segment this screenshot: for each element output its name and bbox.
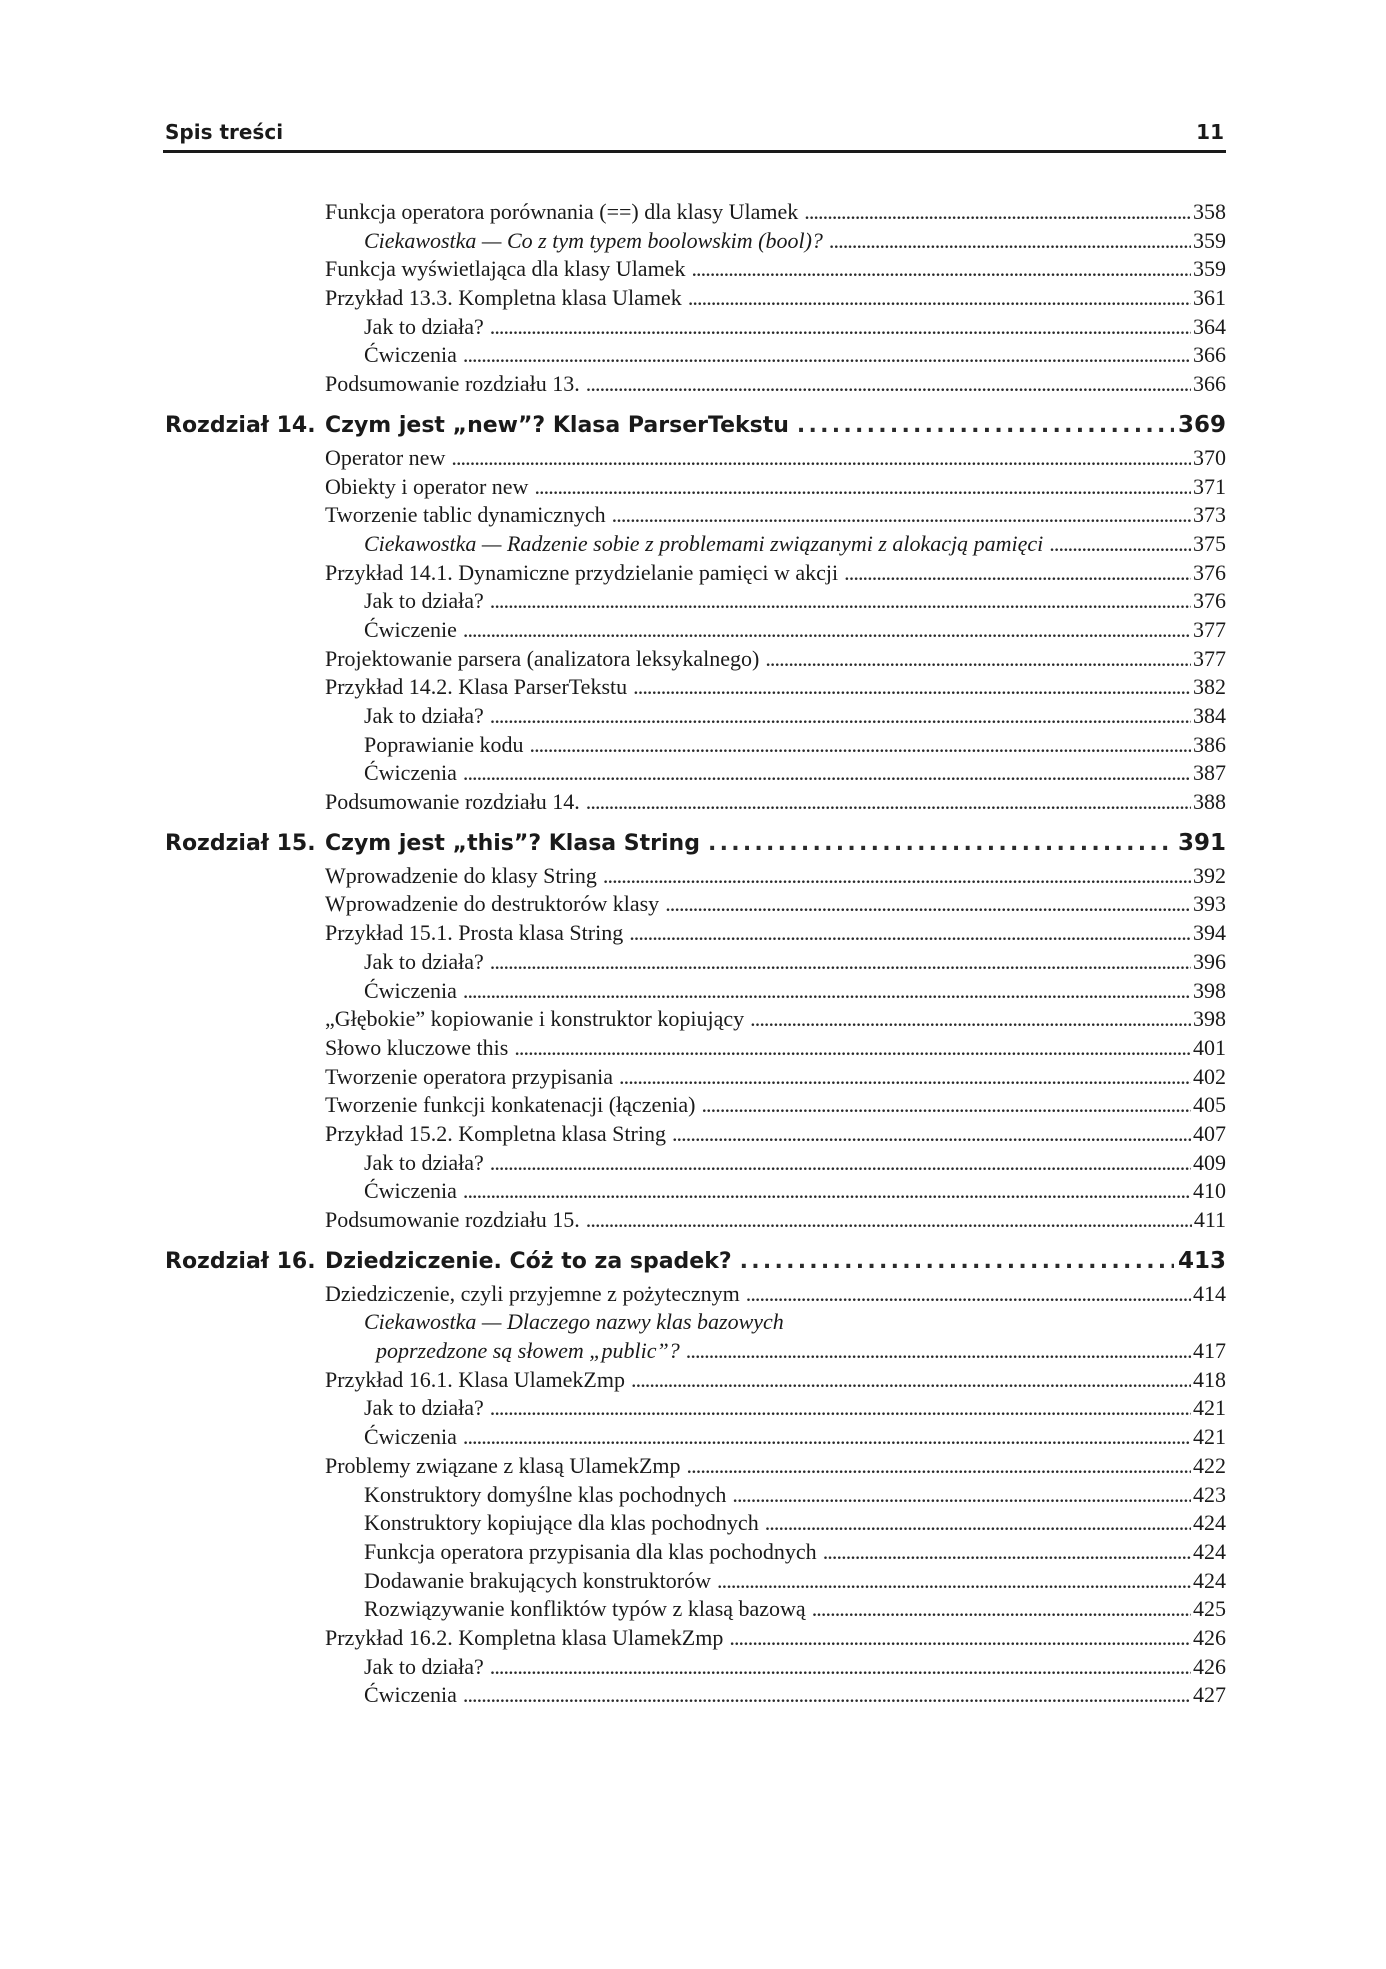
toc-entry: Przykład 14.1. Dynamiczne przydzielanie pamięci w akcji . . . 376 <box>165 559 1226 588</box>
toc-entry-aside-line1: Ciekawostka — Dlaczego nazwy klas bazowych <box>364 1309 784 1335</box>
toc-entry-aside: Ciekawostka — Co z tym typem boolowskim (bool)? . . . 359 <box>165 227 1226 256</box>
toc-chapter-14: Rozdział 14. Czym jest „new”? Klasa ParserTekstu . . . 369 <box>165 410 1226 440</box>
toc-subentry: Ćwiczenia . . . 410 <box>165 1177 1226 1206</box>
toc-subentry: Jak to działa? . . . 376 <box>165 587 1226 616</box>
toc-subentry: Dodawanie brakujących konstruktorów . . . 424 <box>165 1567 1226 1596</box>
toc-subentry: Rozwiązywanie konfliktów typów z klasą bazową . . . 425 <box>165 1595 1226 1624</box>
toc-subentry: Jak to działa? . . . 409 <box>165 1149 1226 1178</box>
toc-entry: Słowo kluczowe this . . . 401 <box>165 1034 1226 1063</box>
toc-subentry: Jak to działa? . . . 364 <box>165 313 1226 342</box>
toc-entry: Dziedziczenie, czyli przyjemne z pożytecznym . . . 414 <box>165 1280 1226 1309</box>
toc-subentry: Ćwiczenia . . . 387 <box>165 759 1226 788</box>
toc-entry: Tworzenie tablic dynamicznych . . . 373 <box>165 501 1226 530</box>
toc-entry: Przykład 16.2. Kompletna klasa UlamekZmp . . . 426 <box>165 1624 1226 1653</box>
toc-entry: Podsumowanie rozdziału 13. . . . 366 <box>165 370 1226 399</box>
toc-subentry: Ćwiczenia . . . 427 <box>165 1681 1226 1710</box>
header-rule <box>163 150 1226 153</box>
toc-chapter-15: Rozdział 15. Czym jest „this”? Klasa String . . . 391 <box>165 828 1226 858</box>
toc-subentry: Ćwiczenia . . . 366 <box>165 341 1226 370</box>
toc-entry: Projektowanie parsera (analizatora leksykalnego) . . . 377 <box>165 645 1226 674</box>
toc-entry: Tworzenie operatora przypisania . . . 402 <box>165 1063 1226 1092</box>
toc-entry: Wprowadzenie do klasy String . . . 392 <box>165 862 1226 891</box>
toc-entry: Wprowadzenie do destruktorów klasy . . . 393 <box>165 890 1226 919</box>
toc-entry: Przykład 14.2. Klasa ParserTekstu . . . 382 <box>165 673 1226 702</box>
toc-subentry: Jak to działa? . . . 396 <box>165 948 1226 977</box>
toc-entry: Przykład 16.1. Klasa UlamekZmp . . . 418 <box>165 1366 1226 1395</box>
toc-entry: „Głębokie” kopiowanie i konstruktor kopiujący . . . 398 <box>165 1005 1226 1034</box>
toc-entry: Przykład 13.3. Kompletna klasa Ulamek . . . 361 <box>165 284 1226 313</box>
toc-entry-aside: Ciekawostka — Radzenie sobie z problemami związanymi z alokacją pamięci . . . 375 <box>165 530 1226 559</box>
toc-subentry: Jak to działa? . . . 421 <box>165 1394 1226 1423</box>
toc-subentry: Konstruktory domyślne klas pochodnych . . . 423 <box>165 1481 1226 1510</box>
toc-entry: Przykład 15.2. Kompletna klasa String . . . 407 <box>165 1120 1226 1149</box>
toc-entry-aside-line2: poprzedzone są słowem „public”? . . . 417 <box>165 1337 1226 1366</box>
toc-entry: Obiekty i operator new . . . 371 <box>165 473 1226 502</box>
toc-entry: Problemy związane z klasą UlamekZmp . . . 422 <box>165 1452 1226 1481</box>
toc-entry: Podsumowanie rozdziału 14. . . . 388 <box>165 788 1226 817</box>
toc-subentry: Jak to działa? . . . 384 <box>165 702 1226 731</box>
toc-chapter-16: Rozdział 16. Dziedziczenie. Cóż to za spadek? . . . 413 <box>165 1246 1226 1276</box>
table-of-contents <box>165 198 1226 1710</box>
toc-entry: Funkcja operatora porównania (==) dla klasy Ulamek . . . 358 <box>165 198 1226 227</box>
toc-entry: Podsumowanie rozdziału 15. . . . 411 <box>165 1206 1226 1235</box>
toc-entry: Funkcja wyświetlająca dla klasy Ulamek . . . 359 <box>165 255 1226 284</box>
toc-entry: Operator new . . . 370 <box>165 444 1226 473</box>
toc-subentry: Ćwiczenia . . . 421 <box>165 1423 1226 1452</box>
toc-subentry: Ćwiczenia . . . 398 <box>165 977 1226 1006</box>
toc-subentry: Poprawianie kodu . . . 386 <box>165 731 1226 760</box>
toc-entry: Tworzenie funkcji konkatenacji (łączenia) . . . 405 <box>165 1091 1226 1120</box>
toc-subentry: Jak to działa? . . . 426 <box>165 1653 1226 1682</box>
page-number: 11 <box>1196 120 1224 144</box>
toc-entry: Przykład 15.1. Prosta klasa String . . . 394 <box>165 919 1226 948</box>
running-header-title: Spis treści <box>165 120 284 144</box>
toc-subentry: Ćwiczenie . . . 377 <box>165 616 1226 645</box>
toc-subentry: Konstruktory kopiujące dla klas pochodnych . . . 424 <box>165 1509 1226 1538</box>
toc-subentry: Funkcja operatora przypisania dla klas pochodnych . . . 424 <box>165 1538 1226 1567</box>
